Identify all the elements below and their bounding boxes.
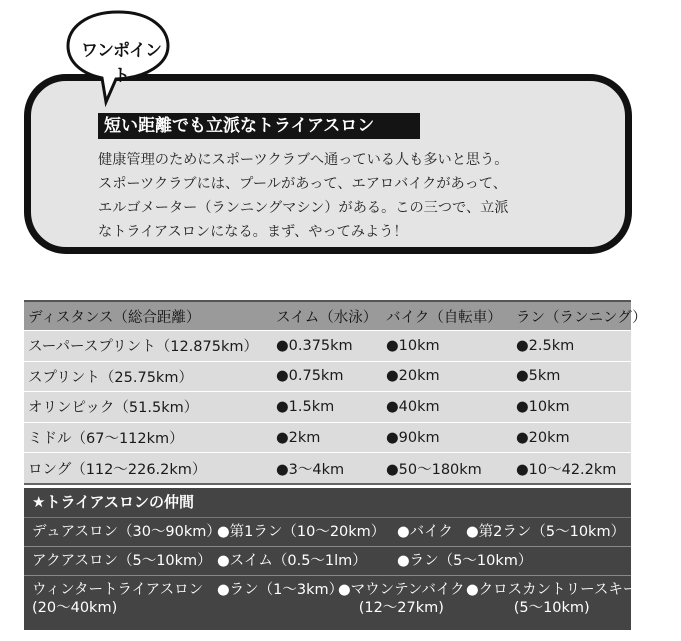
tip-body <box>98 148 580 244</box>
swim-cell: ●1.5km <box>276 398 335 415</box>
tip-line: スポーツクラブには、プールがあって、エアロバイクがあって、 <box>98 176 507 192</box>
family-table-title: ★トライアスロンの仲間 <box>24 488 631 518</box>
event-leg-line: ●クロスカントリースキー <box>466 582 638 598</box>
run-cell: ●10km <box>516 398 570 415</box>
run-cell: ●5km <box>516 368 561 385</box>
table-row <box>24 576 638 630</box>
distance-cell: ロング（112〜226.2km） <box>28 461 207 478</box>
header-distance: ディスタンス（総合距離） <box>28 309 201 326</box>
header-swim: スイム（水泳） <box>276 309 378 326</box>
event-name-line: ウィンタートライアスロン <box>32 582 204 598</box>
event-name <box>32 581 203 617</box>
distance-table <box>24 300 647 485</box>
table-row <box>24 391 631 422</box>
table-row <box>24 452 631 483</box>
distance-cell: ミドル（67〜112km） <box>28 431 184 448</box>
header-bike: バイク（自転車） <box>386 309 502 326</box>
table-header-row <box>24 302 647 330</box>
tip-line: 健康管理のためにスポーツクラブへ通っている人も多いと思う。 <box>98 152 509 168</box>
event-name: デュアスロン（30〜90km） <box>32 524 221 540</box>
event-leg-line: (5〜10km) <box>513 600 590 616</box>
table-row <box>24 547 631 576</box>
bike-cell: ●20km <box>386 368 440 385</box>
event-leg-line: (12〜27km) <box>358 600 444 616</box>
run-cell: ●10〜42.2km <box>516 461 617 478</box>
table-row <box>24 422 631 453</box>
run-cell: ●2.5km <box>516 337 575 354</box>
distance-cell: オリンピック（51.5km） <box>28 400 199 417</box>
bike-cell: ●10km <box>386 337 440 354</box>
header-run: ラン（ランニング） <box>516 309 647 326</box>
swim-cell: ●0.75km <box>276 368 344 385</box>
distance-cell: スプリント（25.75km） <box>28 369 193 386</box>
tip-title: 短い距離でも立派なトライアスロン <box>98 113 420 139</box>
event-leg <box>466 581 637 617</box>
event-leg <box>338 581 465 617</box>
table-row <box>24 330 631 361</box>
table-row <box>24 361 631 392</box>
one-point-speech-bubble <box>62 6 174 86</box>
event-leg: ●第2ラン（5〜10km） <box>466 524 626 540</box>
event-leg: ●第1ラン（10〜20km） <box>217 524 386 540</box>
tip-line: なトライアスロンになる。まず、やってみよう！ <box>98 224 408 240</box>
event-leg: ●ラン（1〜3km） <box>217 582 344 598</box>
run-cell: ●20km <box>516 429 570 446</box>
swim-cell: ●0.375km <box>276 337 353 354</box>
event-leg: ●スイム（0.5〜1lm） <box>217 553 367 569</box>
swim-cell: ●2km <box>276 429 321 446</box>
bike-cell: ●90km <box>386 429 440 446</box>
event-name: アクアスロン（5〜10km） <box>32 553 212 569</box>
event-leg: ●バイク <box>397 524 453 540</box>
bike-cell: ●40km <box>386 398 440 415</box>
tip-line: エルゴメーター（ランニングマシン）がある。この三つで、立派 <box>98 200 509 216</box>
swim-cell: ●3〜4km <box>276 461 345 478</box>
distance-cell: スーパースプリント（12.875km） <box>28 339 259 356</box>
one-point-badge: ワンポイント <box>81 41 161 86</box>
event-name-line: (20〜40km) <box>32 600 118 616</box>
event-leg: ●ラン（5〜10km） <box>397 553 533 569</box>
event-leg-line: ●マウンテンバイク <box>338 582 465 598</box>
bike-cell: ●50〜180km <box>386 461 482 478</box>
table-row <box>24 518 631 547</box>
triathlon-family-table <box>24 488 638 630</box>
